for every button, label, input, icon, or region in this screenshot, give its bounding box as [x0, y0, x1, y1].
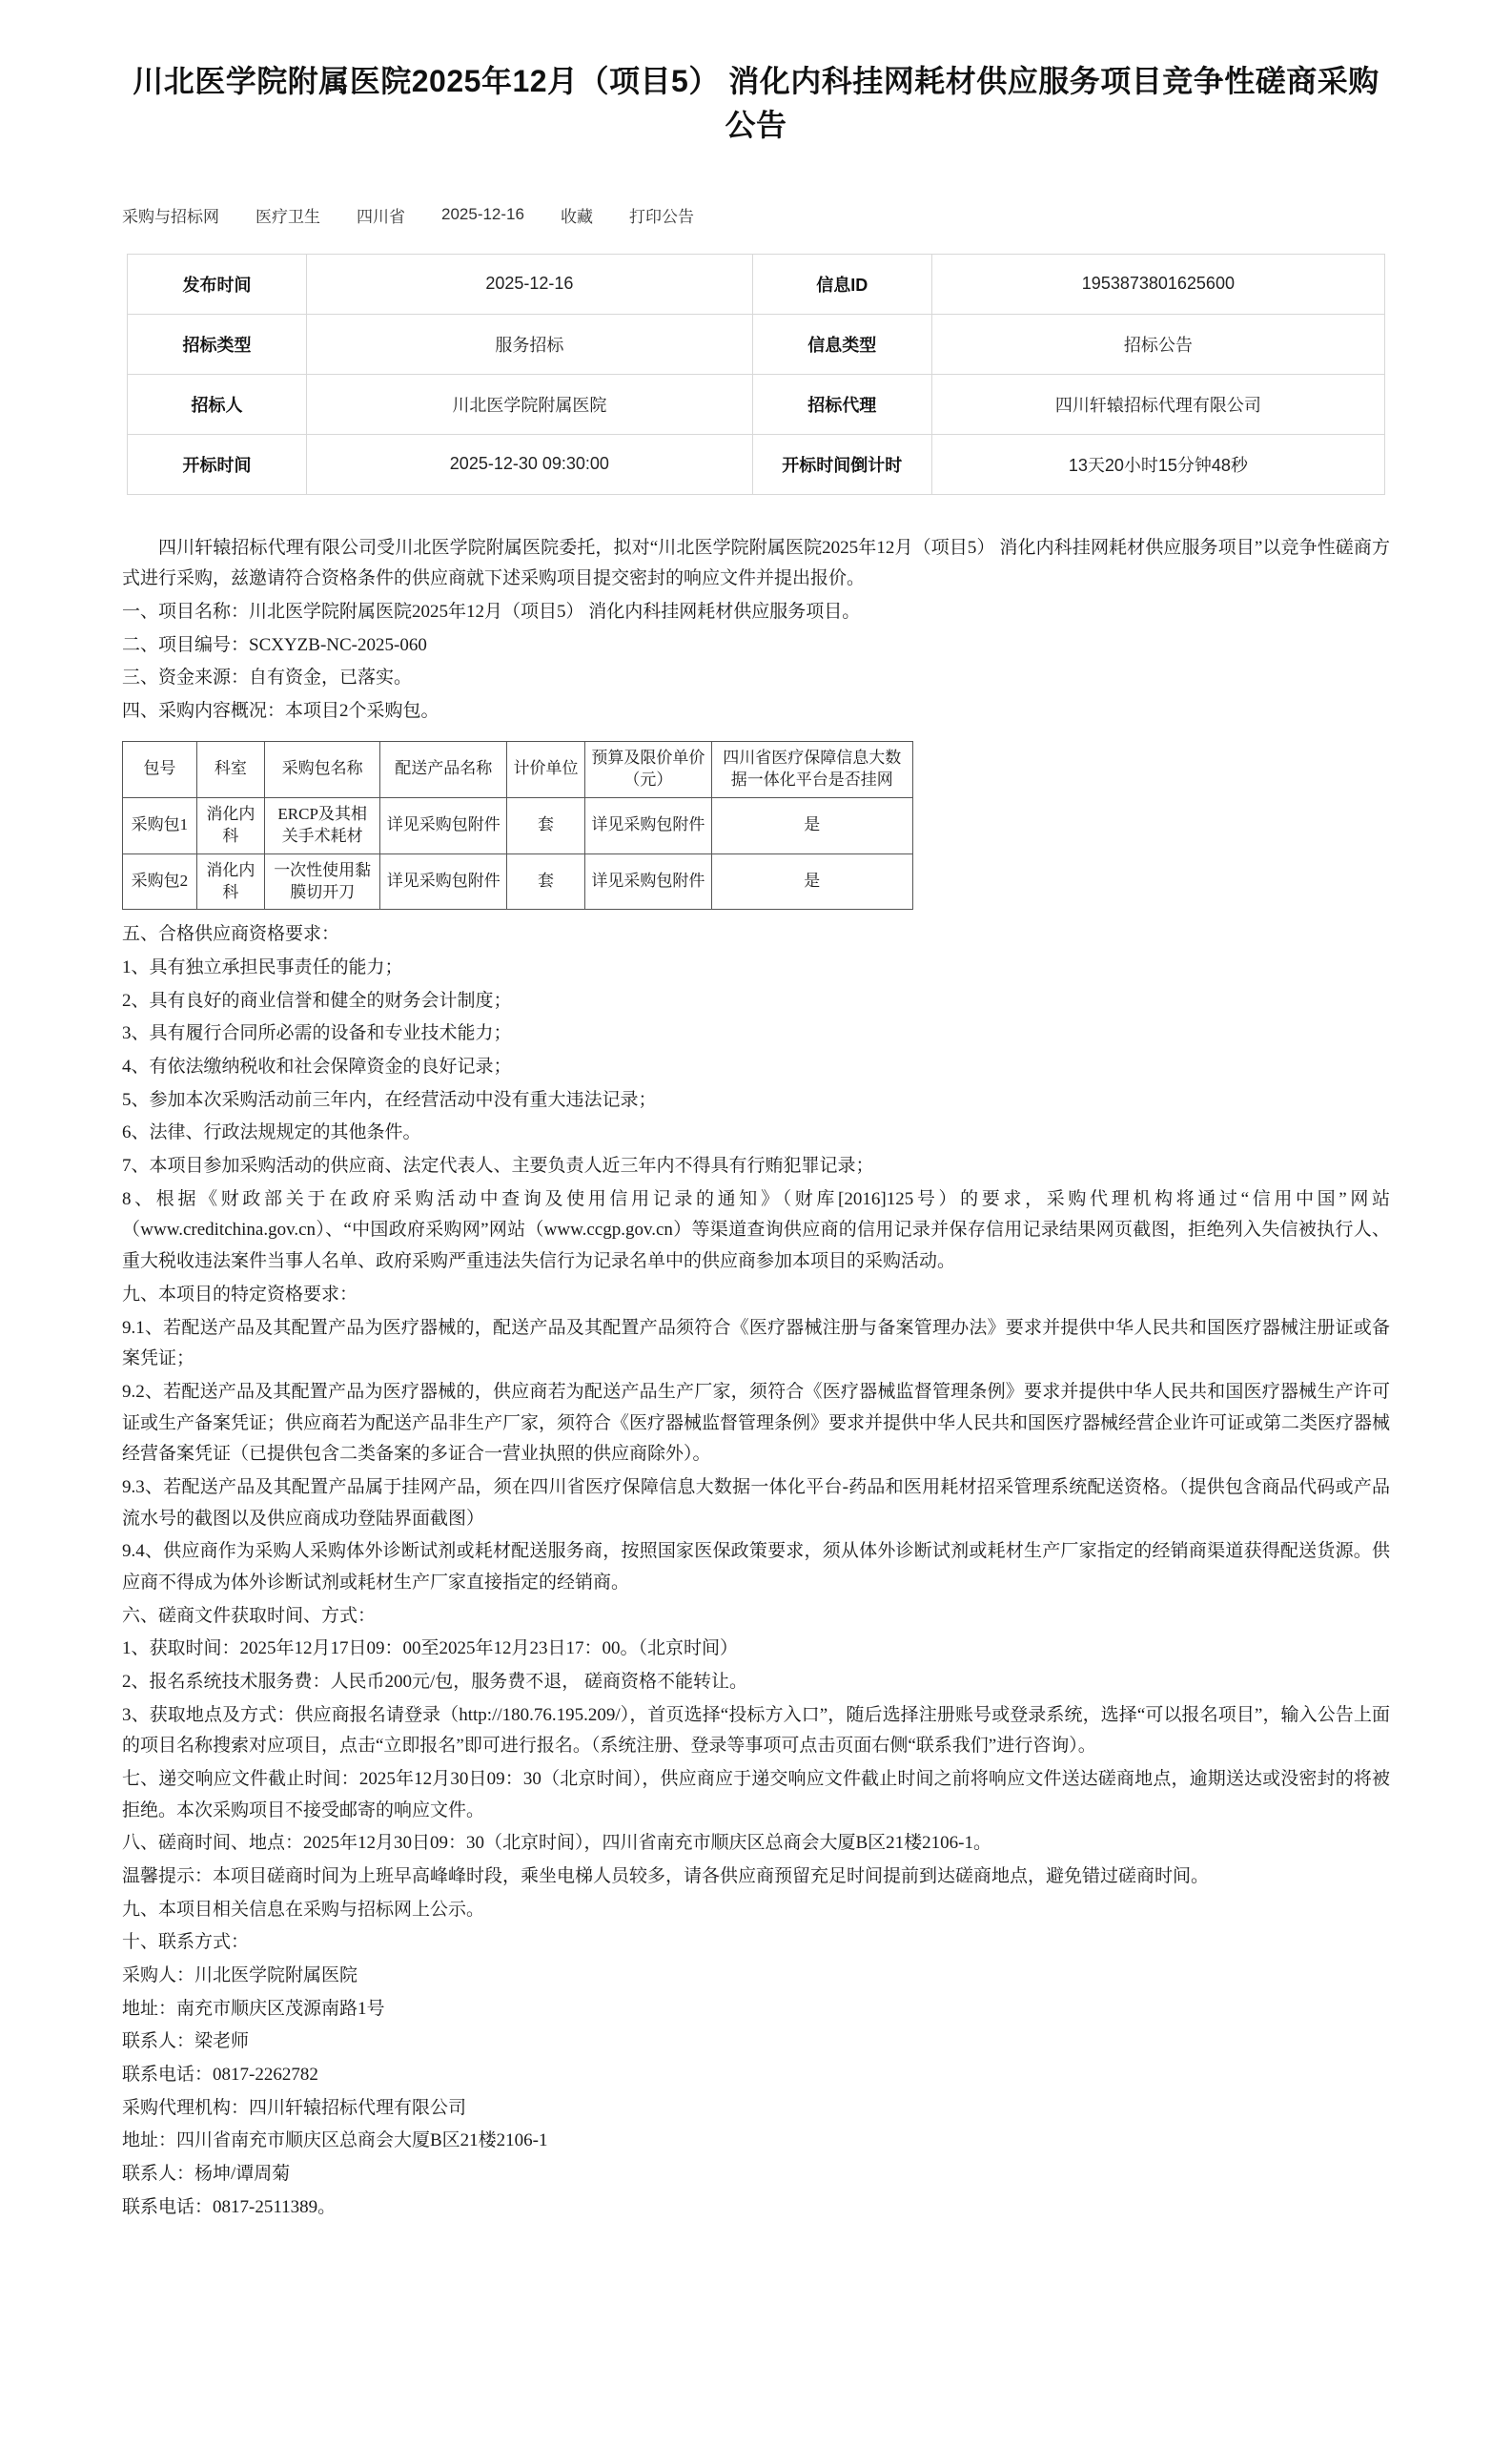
breadcrumb-item-site[interactable]: 采购与招标网: [122, 207, 219, 226]
section-5-item-5: 5、参加本次采购活动前三年内，在经营活动中没有重大违法记录；: [122, 1089, 657, 1110]
contact-agent-address: 地址：四川省南充市顺庆区总商会大厦B区21楼2106-1: [122, 2130, 548, 2151]
contact-agent-phone: 联系电话：0817-2511389。: [122, 2196, 337, 2217]
info-table: [127, 254, 1385, 495]
table-row: [123, 853, 913, 910]
table-row: [128, 434, 1385, 494]
col-platform-listed: 四川省医疗保障信息大数据一体化平台是否挂网: [711, 741, 912, 797]
contact-purchaser: 采购人：川北医学院附属医院: [122, 1964, 358, 1985]
section-8-note: 温馨提示：本项目磋商时间为上班早高峰峰时段，乘坐电梯人员较多，请各供应商预留充足时间提前到达磋商地点，避免错过磋商时间。: [122, 1865, 1210, 1886]
col-budget-price: 预算及限价单价（元）: [585, 741, 712, 797]
section-8-line: 八、磋商时间、地点：2025年12月30日09：30（北京时间），四川省南充市顺庆区总商会大厦B区21楼2106-1。: [122, 1833, 992, 1854]
breadcrumb: [122, 203, 1512, 227]
cell-package-name: ERCP及其相关手术耗材: [264, 797, 380, 853]
cell-department: 消化内科: [196, 797, 264, 853]
contact-block: [122, 1961, 1390, 2223]
table-row: [123, 797, 913, 853]
cell-budget-price: 详见采购包附件: [585, 853, 712, 910]
section-10-title: 十、联系方式：: [122, 1932, 250, 1953]
cell-budget-price: 详见采购包附件: [585, 797, 712, 853]
bid-type-value: 服务招标: [306, 314, 752, 374]
section-6-item-2: 2、报名系统技术服务费：人民币200元/包，服务费不退， 磋商资格不能转让。: [122, 1671, 748, 1692]
tenderer-value: 川北医学院附属医院: [306, 374, 752, 434]
col-product-name: 配送产品名称: [380, 741, 507, 797]
info-id-label: 信息ID: [752, 254, 931, 314]
breadcrumb-item-region[interactable]: 四川省: [357, 207, 405, 226]
section-5-item-7: 7、本项目参加采购活动的供应商、法定代表人、主要负责人近三年内不得具有行贿犯罪记录；: [122, 1156, 874, 1177]
open-time-label: 开标时间: [128, 434, 307, 494]
countdown-label: 开标时间倒计时: [752, 434, 931, 494]
print-button[interactable]: 打印公告: [628, 207, 694, 226]
open-time-value: 2025-12-30 09:30:00: [306, 434, 752, 494]
cell-unit: 套: [506, 853, 584, 910]
col-unit: 计价单位: [506, 741, 584, 797]
section-6-title: 六、磋商文件获取时间、方式：: [122, 1605, 377, 1626]
bid-type-label: 招标类型: [128, 314, 307, 374]
package-table: [122, 741, 913, 911]
section-5-item-1: 1、具有独立承担民事责任的能力；: [122, 957, 403, 978]
section-6-item-3: 3、获取地点及方式：供应商报名请登录（http://180.76.195.209/），首页选择“投标方入口”，随后选择注册账号或登录系统，选择“可以报名项目”，输入公告上面的项目名称搜索对应项目，点击“立即报名”即可进行报名。（系统注册、登录等事项可点击页面右侧“联系我们”进行咨询）。: [122, 1704, 1390, 1757]
funding-source-line: 三、资金来源：自有资金，已落实。: [122, 668, 413, 689]
info-id-value: 1953873801625600: [931, 254, 1384, 314]
section-6-item-1: 1、获取时间：2025年12月17日09：00至2025年12月23日17：00。（北京时间）: [122, 1638, 739, 1659]
info-type-label: 信息类型: [752, 314, 931, 374]
section-9-item-1: 9.1、若配送产品及其配置产品为医疗器械的，配送产品及其配置产品须符合《医疗器械注册与备案管理办法》要求并提供中华人民共和国医疗器械注册证或备案凭证；: [122, 1317, 1390, 1369]
section-9-item-4: 9.4、供应商作为采购人采购体外诊断试剂或耗材配送服务商，按照国家医保政策要求，须从体外诊断试剂或耗材生产厂家指定的经销商渠道获得配送货源。供应商不得成为体外诊断试剂或耗材生产厂家直接指定的经销商。: [122, 1541, 1390, 1593]
col-department: 科室: [196, 741, 264, 797]
contact-purchaser-person: 联系人：梁老师: [122, 2031, 250, 2052]
table-header-row: [123, 741, 913, 797]
project-number-line: 二、项目编号：SCXYZB-NC-2025-060: [122, 634, 427, 655]
col-package-name: 采购包名称: [264, 741, 380, 797]
project-name-line: 一、项目名称：川北医学院附属医院2025年12月（项目5） 消化内科挂网耗材供应服务项目。: [122, 602, 861, 623]
cell-product-name: 详见采购包附件: [380, 853, 507, 910]
page-title: 川北医学院附属医院2025年12月（项目5） 消化内科挂网耗材供应服务项目竞争性磋商采购公告: [133, 64, 1379, 143]
section-9-item-3: 9.3、若配送产品及其配置产品属于挂网产品，须在四川省医疗保障信息大数据一体化平台-药品和医用耗材招采管理系统配送资格。（提供包含商品代码或产品流水号的截图以及供应商成功登陆界面截图）: [122, 1476, 1390, 1529]
contact-agent-person: 联系人：杨坤/谭周菊: [122, 2163, 291, 2184]
countdown-value: 13天20小时15分钟48秒: [931, 434, 1384, 494]
section-5-item-3: 3、具有履行合同所必需的设备和专业技术能力；: [122, 1023, 512, 1044]
breadcrumb-item-date: 2025-12-16: [441, 205, 524, 224]
cell-package-no: 采购包1: [123, 797, 197, 853]
publish-time-value: 2025-12-16: [306, 254, 752, 314]
publish-time-label: 发布时间: [128, 254, 307, 314]
table-row: [128, 314, 1385, 374]
announcement-body: [122, 533, 1390, 2224]
section-7-line: 七、递交响应文件截止时间：2025年12月30日09：30（北京时间），供应商应于递交响应文件截止时间之前将响应文件送达磋商地点，逾期送达或没密封的将被拒绝。本次采购项目不接受邮寄的响应文件。: [122, 1768, 1390, 1820]
cell-unit: 套: [506, 797, 584, 853]
agent-label: 招标代理: [752, 374, 931, 434]
section-5-title: 五、合格供应商资格要求：: [122, 924, 340, 945]
table-row: [128, 374, 1385, 434]
cell-department: 消化内科: [196, 853, 264, 910]
section-9b-line: 九、本项目相关信息在采购与招标网上公示。: [122, 1899, 485, 1920]
agent-value: 四川轩辕招标代理有限公司: [931, 374, 1384, 434]
favorite-button[interactable]: 收藏: [560, 207, 593, 226]
intro-paragraph: 四川轩辕招标代理有限公司受川北医学院附属医院委托，拟对“川北医学院附属医院2025年12月（项目5） 消化内科挂网耗材供应服务项目”以竞争性磋商方式进行采购，兹邀请符合资格条件的供应商就下述采购项目提交密封的响应文件并提出报价。: [122, 537, 1390, 589]
contact-agent: 采购代理机构：四川轩辕招标代理有限公司: [122, 2097, 467, 2118]
info-type-value: 招标公告: [931, 314, 1384, 374]
section-5-item-2: 2、具有良好的商业信誉和健全的财务会计制度；: [122, 990, 512, 1011]
section-5-item-4: 4、有依法缴纳税收和社会保障资金的良好记录；: [122, 1057, 512, 1078]
tenderer-label: 招标人: [128, 374, 307, 434]
procurement-overview-line: 四、采购内容概况：本项目2个采购包。: [122, 701, 439, 722]
cell-package-no: 采购包2: [123, 853, 197, 910]
cell-platform-listed: 是: [711, 853, 912, 910]
table-row: [128, 254, 1385, 314]
cell-package-name: 一次性使用黏膜切开刀: [264, 853, 380, 910]
cell-platform-listed: 是: [711, 797, 912, 853]
cell-product-name: 详见采购包附件: [380, 797, 507, 853]
breadcrumb-item-category[interactable]: 医疗卫生: [255, 207, 320, 226]
contact-purchaser-address: 地址：南充市顺庆区茂源南路1号: [122, 1998, 385, 2019]
section-5-item-6: 6、法律、行政法规规定的其他条件。: [122, 1122, 421, 1143]
section-9-title: 九、本项目的特定资格要求：: [122, 1284, 358, 1305]
col-package-no: 包号: [123, 741, 197, 797]
section-9-item-2: 9.2、若配送产品及其配置产品为医疗器械的，供应商若为配送产品生产厂家，须符合《医疗器械监督管理条例》要求并提供中华人民共和国医疗器械生产许可证或生产备案凭证；供应商若为配送产品非生产厂家，须符合《医疗器械监督管理条例》要求并提供中华人民共和国医疗器械经营企业许可证或第二类医疗器械经营备案凭证（已提供包含二类备案的多证合一营业执照的供应商除外）。: [122, 1381, 1391, 1465]
contact-purchaser-phone: 联系电话：0817-2262782: [122, 2064, 318, 2085]
section-5-item-8: 8、根据《财政部关于在政府采购活动中查询及使用信用记录的通知》（财库[2016]125号）的要求，采购代理机构将通过“信用中国”网站（www.creditchina.gov.cn）、“中国政府采购网”网站（www.ccgp.gov.cn）等渠道查询供应商的信用记录并保存信用记录结果网页截图，拒绝列入失信被执行人、重大税收违法案件当事人名单、政府采购严重违法失信行为记录名单中的供应商参加本项目的采购活动。: [122, 1188, 1390, 1272]
